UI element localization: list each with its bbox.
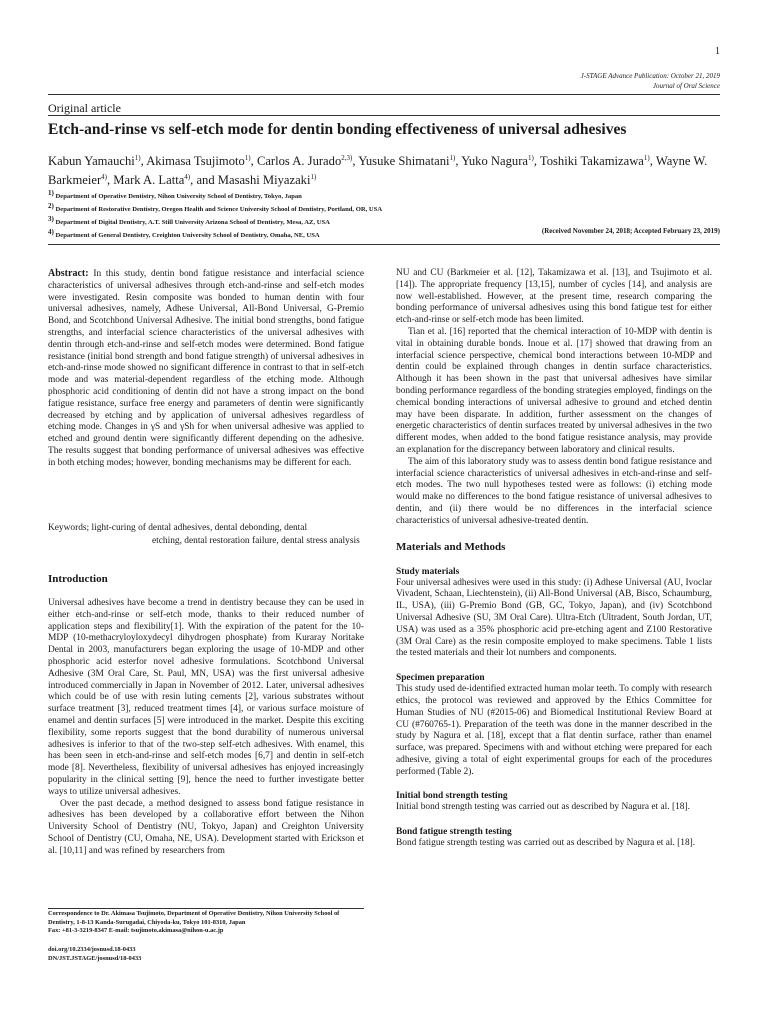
keywords bbox=[48, 522, 364, 547]
author: Akimasa Tsujimoto$^{1)}$, bbox=[146, 154, 257, 169]
specimen-heading: Specimen preparation bbox=[396, 673, 485, 684]
article-type: Original article bbox=[48, 101, 121, 115]
affiliation: $^{3)}$ Department of Digital Dentistry, A.T. Still University Arizona School of Dentistry, Mesa, AZ, USA bbox=[48, 214, 330, 227]
footnote-rule bbox=[48, 908, 364, 909]
specimen-text: This study used de-identified extracted human molar teeth. To comply with research ethics, the protocol was reviewed and approved by the Ethics Committee for Human Studies of NU (#2015-06) and Biomedical Institutional Review Board at CU (#760765-1). Preparation of the teeth was done in the manner described in the study by Nagura et al. [18], except that a flat dentin surface, rather than enamel surface, was prepared. Specimens with and without etching were prepared for each adhesive, giving a total of eight experimental groups for each of the procedures performed (Table 2). bbox=[396, 684, 712, 777]
dn-identifier: DN/JST.JSTAGE/josnusd/18-0433 bbox=[48, 954, 142, 962]
study-materials-heading: Study materials bbox=[396, 566, 460, 577]
author: Mark A. Latta$^{4)}$, and bbox=[113, 173, 218, 188]
abstract bbox=[48, 268, 364, 470]
correspondence: Correspondence to Dr. Akimasa Tsujimoto, Department of Operative Dentistry, Nihon University School of Dentistry, 1-8-13 Kanda-Surugadai, Chiyoda-ku, Tokyo 101-8310, Japan Fax: +81-3-3219-8347 E-mail: tsujimoto.akimasa@nihon-u.ac.jp bbox=[48, 910, 340, 934]
author: Wayne W. Barkmeier$^{4)}$, bbox=[48, 154, 708, 188]
article-title: Etch-and-rinse vs self-etch mode for dentin bonding effectiveness of universal adhesives bbox=[48, 121, 627, 138]
affiliation: $^{2)}$ Department of Restorative Dentistry, Oregon Health and Science University School of Dentistry, Portland, OR, USA bbox=[48, 201, 383, 214]
abstract-rule bbox=[48, 244, 720, 245]
journal-name: Journal of Oral Science bbox=[652, 82, 720, 90]
intro-paragraph-tian: Tian et al. [16] reported that the chemical interaction of 10-MDP with dentin is vital in obtaining durable bonds. Inoue et al. [17] showed that drawing from an interfacial science perspective, chemical bond interactions between 10-MDP and dentin could be explained through changes in dentin surface characteristics. Although it has been shown in the past that universal adhesives have similar bonding performance regardless of the bonding strategies employed, findings on the chemical bonding interactions of universal adhesive to ground and etched dentin may have been disparate. In addition, further assessment on the changes of energetic characteristics of dentin surfaces treated by universal adhesives in the two different modes, when added to the bond fatigue resistance analysis, may provide an explanation for the discrepancy between laboratory and clinical results. bbox=[396, 326, 712, 455]
intro-paragraph-2: Over the past decade, a method designed to assess bond fatigue resistance in adhesives has been developed by a collaborative effort between the Nihon University School of Dentistry (NU, Tokyo, Japan) and Creighton University School of Dentistry (CU, Omaha, NE, USA). Development started with Erickson et al. [10,11] and was refined by researchers from bbox=[48, 798, 364, 856]
header-rule bbox=[48, 94, 720, 95]
keywords-line2: etching, dental restoration failure, dental stress analysis bbox=[152, 535, 360, 546]
affiliation: $^{4)}$ Department of General Dentistry, Creighton University School of Dentistry, Omaha, NE, USA bbox=[48, 227, 320, 240]
methods-heading: Materials and Methods bbox=[396, 540, 506, 553]
introduction bbox=[48, 572, 364, 858]
author: Kabun Yamauchi$^{1)}$, bbox=[48, 154, 147, 169]
abstract-text: In this study, dentin bond fatigue resistance and interfacial science characteristics of universal adhesives through etch-and-rinse and self-etch modes were investigated. Resin composite was bonded to human dentin with four universal adhesives, namely, Adhese Universal, All-Bond Universal, G-Premio Bond, and Scotchbond Universal Adhesive. The initial bond strengths, bond fatigue strengths, and interfacial science characteristics of the universal adhesives with dentin through etch-and-rinse and self-etch modes were determined. Bond fatigue resistance (initial bond strength and bond fatigue strength) of universal adhesives in etch-and-rinse mode showed no significant difference in contrast to that in self-etch mode and was material-dependent regardless of the etching mode. Although phosphoric acid conditioning of dentin did not have a strong impact on the bond fatigue resistance, surface free energy and parameters of dentin were significantly decreased by etching and by application of universal adhesives regardless of etching mode. Changes in γS and γSh for when universal adhesive was applied to etched and ground dentin were significantly different depending on the adhesive. The results suggest that bonding performance of universal adhesives was effective in both etching modes; however, bonding mechanisms may be different for each. bbox=[48, 269, 364, 468]
author-list bbox=[48, 150, 728, 188]
page-number: 1 bbox=[715, 46, 720, 57]
initial-bond-text: Initial bond strength testing was carried out as described by Nagura et al. [18]. bbox=[396, 802, 690, 813]
received-dates: (Received November 24, 2018; Accepted February 23, 2019) bbox=[541, 227, 720, 235]
fatigue-text: Bond fatigue strength testing was carried out as described by Nagura et al. [18]. bbox=[396, 838, 696, 849]
author: Carlos A. Jurado$^{2,3)}$, bbox=[256, 154, 359, 169]
doi-link[interactable]: doi.org/10.2334/josnusd.18-0433 bbox=[48, 946, 136, 953]
affiliation: $^{1)}$ Department of Operative Dentistry, Nihon University School of Dentistry, Tokyo, Japan bbox=[48, 189, 302, 201]
author: Yuko Nagura$^{1)}$, bbox=[461, 154, 540, 169]
intro-paragraph-aim: The aim of this laboratory study was to assess dentin bond fatigue resistance and interfacial science characteristics of universal adhesives in etch-and-rinse and self-etch modes. The two null hypotheses tested were as follows: (i) etching mode would make no differences to the bond fatigue resistance of universal adhesives to dentin, and (ii) there would be no differences in the interfacial science characteristics of universal adhesive-treated dentin. bbox=[396, 456, 712, 526]
keywords-line1: Keywords; light-curing of dental adhesives, dental debonding, dental bbox=[48, 523, 308, 533]
author: Toshiki Takamizawa$^{1)}$, bbox=[539, 154, 656, 169]
journal-info bbox=[360, 71, 720, 91]
abstract-label: Abstract: bbox=[48, 268, 89, 279]
doi-block bbox=[48, 946, 364, 963]
author: Masashi Miyazaki$^{1)}$ bbox=[217, 173, 317, 188]
author: Yusuke Shimatani$^{1)}$, bbox=[358, 154, 462, 169]
initial-bond-heading: Initial bond strength testing bbox=[396, 791, 508, 802]
study-materials-text: Four universal adhesives were used in this study: (i) Adhese Universal (AU, Ivoclar Vivadent, Schaan, Liechtenstein), (ii) All-Bond Universal (AB, Bisco, Schaumburg, IL, USA), (iii) G-Premio Bond (GB, GC, Tokyo, Japan), and (iv) Scotchbond Universal Adhesive (SU, 3M Oral Care). Ultra-Etch (Ultradent, South Jordan, UT, USA) was used as a 35% phosphoric acid pre-etching agent and Z100 Restorative (3M Oral Care) as the resin composite employed to make specimens. Table 1 lists the tested materials and their lot numbers and components. bbox=[396, 577, 712, 659]
intro-continued: NU and CU (Barkmeier et al. [12], Takamizawa et al. [13], and Tsujimoto et al. [14]). The appropriate frequency [13,15], number of cycles [14], and analysis are now well-established. However, at the present time, research comparing the bonding performance of universal adhesives using this bond fatigue test for either etch-and-rinse or self-etch mode has been limited. bbox=[396, 268, 712, 326]
title-rule bbox=[48, 115, 720, 116]
introduction-heading: Introduction bbox=[48, 573, 108, 585]
fatigue-heading: Bond fatigue strength testing bbox=[396, 827, 512, 838]
intro-paragraph-1: Universal adhesives have become a trend in dentistry because they can be used in either etch-and-rinse or self-etch mode, thanks to their reduced number of application steps and flexibility[1]. With the expiration of the patent for the 10-MDP (10-methacryloyloxydecyl dihydrogen phosphate) from Kuraray Noritake Dental in 2003, manufacturers began exploring the usage of 10-MDP and other phosphoric acid esterfor novel adhesive formulations. Scotchbond Universal Adhesive (3M Oral Care, St. Paul, MN, USA) was the first universal adhesive introduced commercially in Japan in November of 2012. Later, universal adhesives which could be of use with resin luting cements [2], various substrates without surface treatment [3], reduced treatment times [4], or various surface moisture of enamel and dentin surfaces [5] were introduced in the market. Despite this exciting flexibility, some reports suggest that the bond durability of numerous universal adhesives is inferior to that of the two-step self-etch adhesives. With enamel, this has been seen in etch-and-rinse and self-etch modes [6,7] and dentin in self-etch mode [8]. Nevertheless, flexibility of universal adhesives has enjoyed increasingly popularity in the clinical setting [9], hence the need to further investigate better ways to utilize universal adhesives. bbox=[48, 598, 364, 797]
right-column bbox=[396, 268, 712, 850]
publication-date: J-STAGE Advance Publication: October 21, 2019 bbox=[580, 72, 720, 80]
